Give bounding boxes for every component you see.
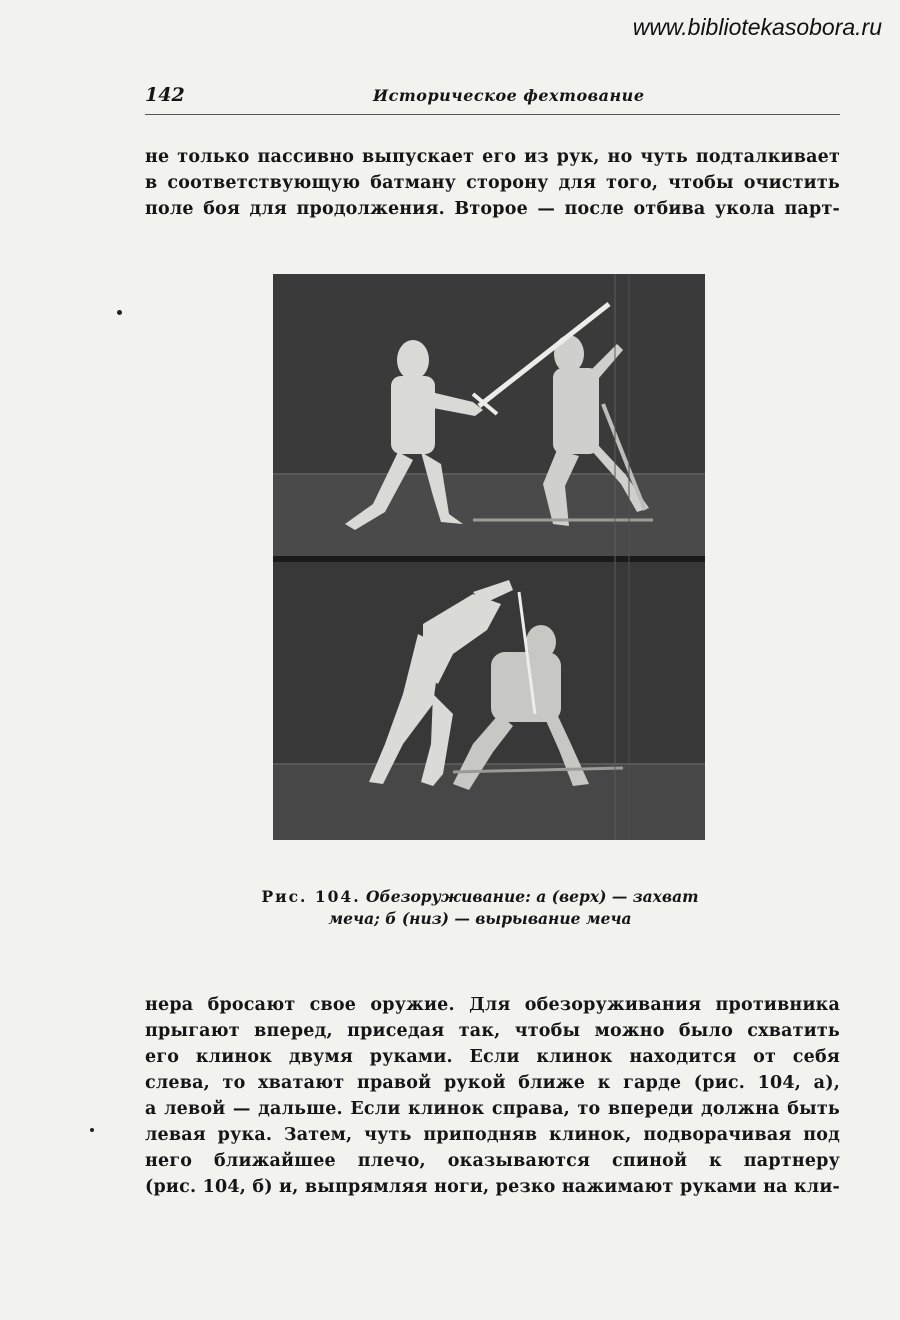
watermark-url[interactable]: www.bibliotekasobora.ru	[632, 14, 882, 40]
caption-text-2: меча; б (низ) — вырывание меча	[328, 909, 632, 928]
text-line: в соответствующую батману сторону для того, чтобы очистить	[145, 173, 840, 193]
print-speck	[90, 1128, 94, 1132]
running-title: Историческое фехтование	[373, 86, 645, 105]
page-header	[145, 84, 840, 115]
page-number: 142	[145, 84, 185, 106]
photo-top-capture	[273, 274, 705, 556]
text-line: слева, то хватают правой рукой ближе к гарде (рис. 104, а),	[145, 1073, 840, 1093]
print-speck	[117, 310, 122, 315]
text-line: не только пассивно выпускает его из рук, но чуть подталкивает	[145, 147, 840, 167]
text-line: него ближайшее плечо, оказываются спиной к партнеру	[145, 1151, 840, 1171]
text-line: нера бросают свое оружие. Для обезоруживания противника	[145, 995, 840, 1015]
text-line: левая рука. Затем, чуть приподняв клинок, подворачивая под	[145, 1125, 840, 1145]
paragraph-bottom	[145, 992, 840, 1200]
paragraph-top	[145, 144, 840, 222]
text-line: прыгают вперед, приседая так, чтобы можно было схватить	[145, 1021, 840, 1041]
photo-bottom-pull	[273, 562, 705, 840]
figure-caption	[230, 886, 730, 930]
caption-label: Рис. 104.	[261, 887, 361, 906]
text-line: поле боя для продолжения. Второе — после отбива укола парт-	[145, 199, 840, 219]
text-line: (рис. 104, б) и, выпрямляя ноги, резко нажимают руками на кли-	[145, 1177, 840, 1197]
figure-photo	[273, 274, 705, 840]
caption-text-1: Обезоруживание: а (верх) — захват	[366, 887, 699, 906]
caption-line-1	[230, 886, 730, 908]
text-line: а левой — дальше. Если клинок справа, то впереди должна быть	[145, 1099, 840, 1119]
text-line: его клинок двумя руками. Если клинок находится от себя	[145, 1047, 840, 1067]
caption-line-2	[230, 908, 730, 930]
fencing-photo-illustration	[273, 274, 705, 840]
